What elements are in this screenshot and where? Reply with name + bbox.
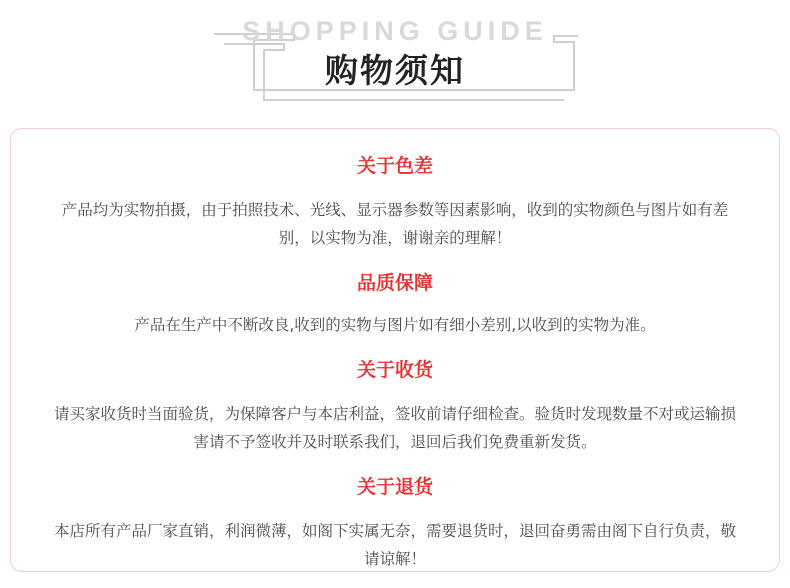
section-color-difference [11, 129, 779, 252]
section-body: 产品均为实物拍摄，由于拍照技术、光线、显示器参数等因素影响，收到的实物颜色与图片如有差别，以实物为准，谢谢亲的理解！ [61, 201, 729, 247]
section-title: 关于色差 [356, 155, 433, 177]
section-body: 产品在生产中不断改良,收到的实物与图片如有细小差别,以收到的实物为准。 [134, 316, 656, 334]
section-title: 品质保障 [356, 272, 433, 294]
guide-content-box [10, 128, 780, 572]
section-title: 关于退货 [356, 476, 433, 498]
section-returns [11, 456, 779, 573]
section-title: 关于收货 [356, 359, 433, 381]
section-body: 请买家收货时当面验货，为保障客户与本店利益，签收前请仔细检查。验货时发现数量不对或运输损害请不予签收并及时联系我们，退回后我们免费重新发货。 [53, 405, 736, 451]
section-quality-assurance [11, 252, 779, 339]
header-english-title: SHOPPING GUIDE [242, 16, 548, 46]
section-body: 本店所有产品厂家直销，利润微薄，如阁下实属无奈，需要退货时，退回奋勇需由阁下自行负责，敬请谅解！ [53, 522, 736, 568]
page-title: 购物须知 [325, 51, 465, 90]
section-receiving-goods [11, 339, 779, 456]
page-header [0, 0, 790, 118]
